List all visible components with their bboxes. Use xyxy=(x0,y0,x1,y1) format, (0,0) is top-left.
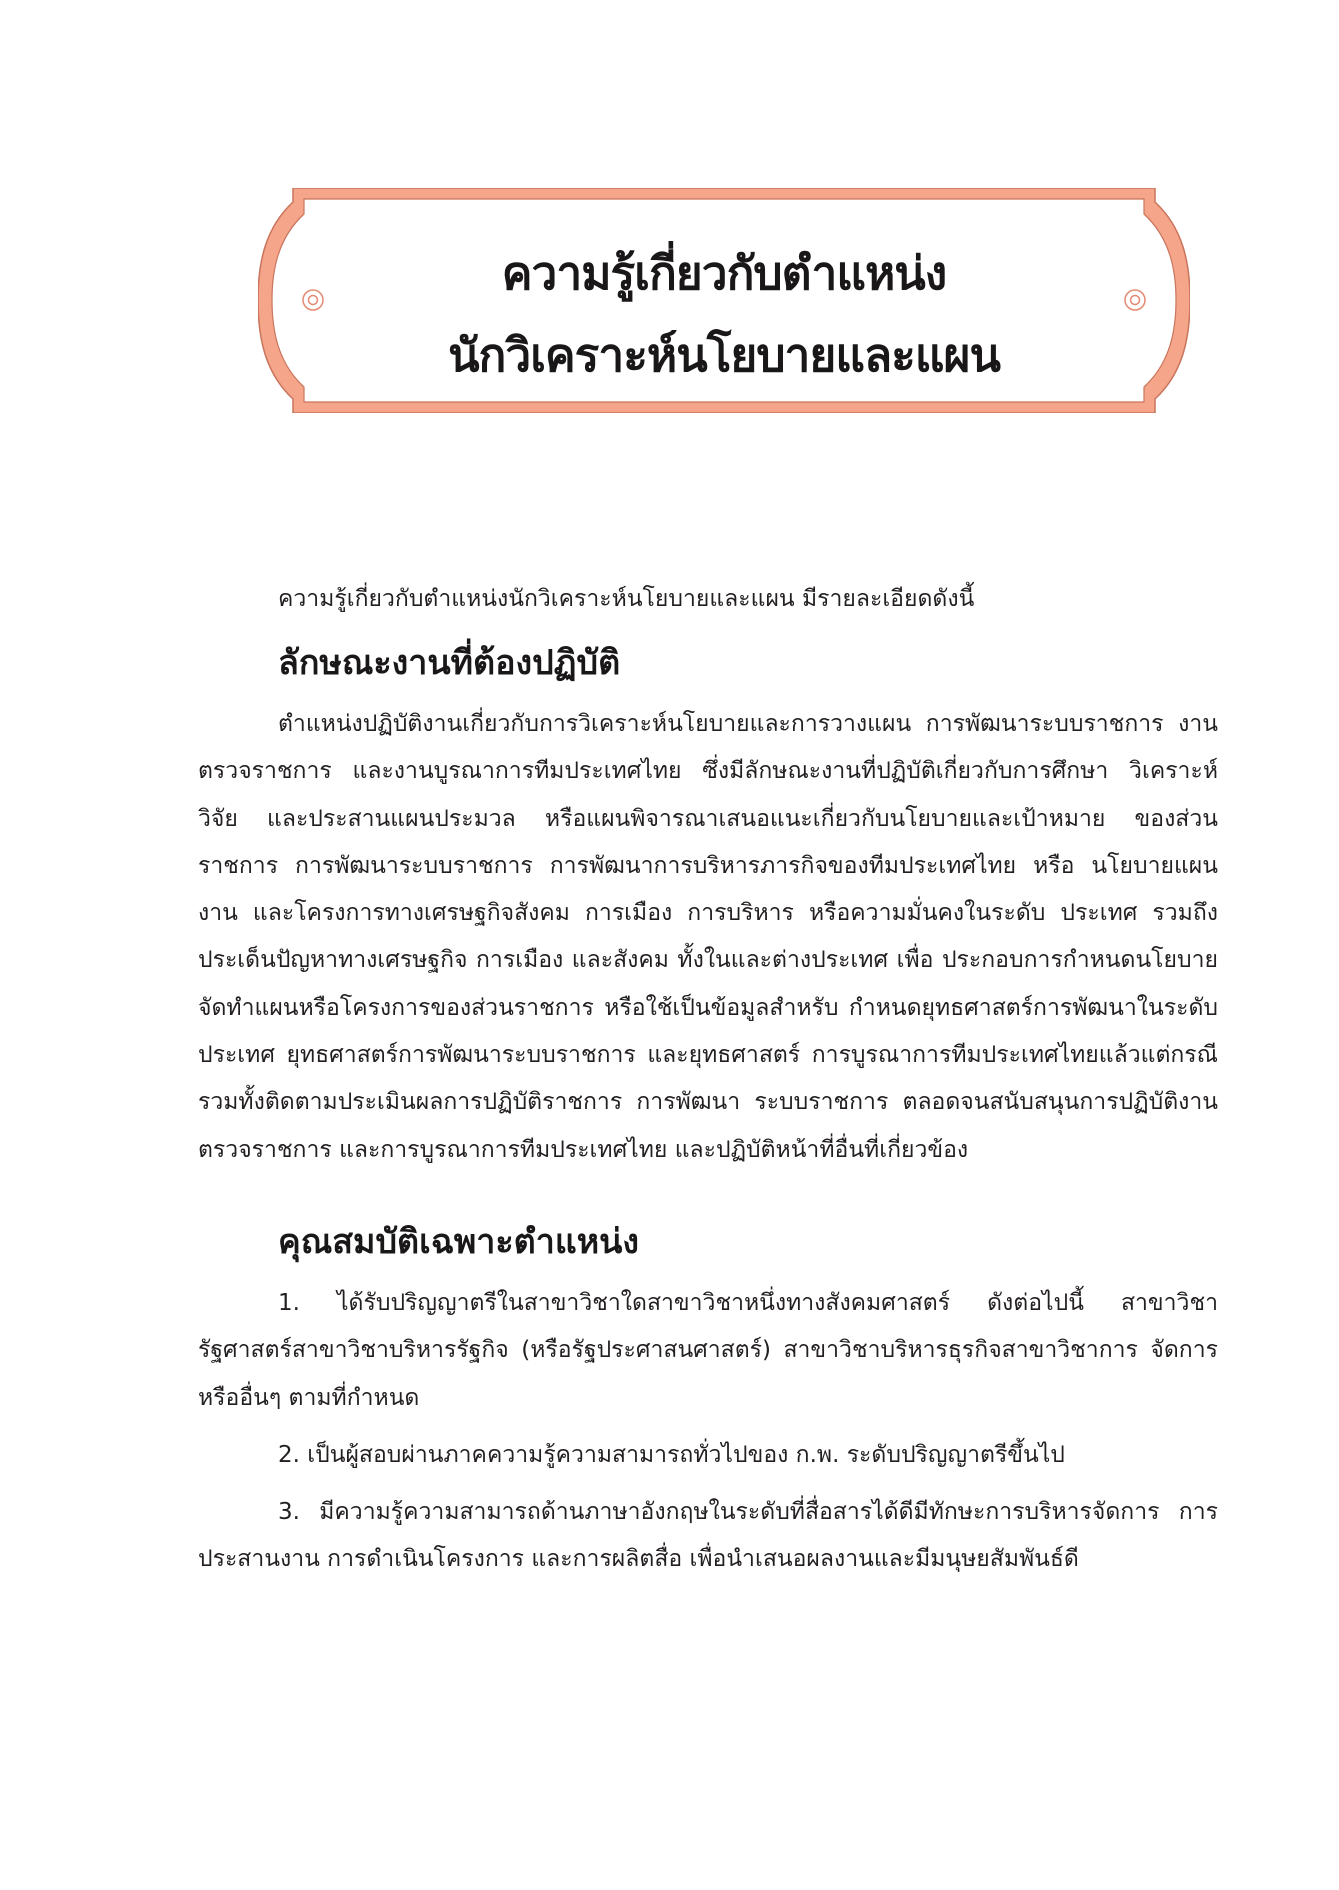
page-title-line-1: ความรู้เกี่ยวกับตำแหน่ง xyxy=(501,246,947,300)
section-heading-qualifications: คุณสมบัติเฉพาะตำแหน่ง xyxy=(278,1221,640,1262)
page-title xyxy=(258,232,1190,396)
section-heading-job-description: ลักษณะงานที่ต้องปฏิบัติ xyxy=(278,643,621,683)
title-banner xyxy=(258,188,1190,413)
qualification-item-3: 3. มีความรู้ความสามารถด้านภาษาอังกฤษในระดับที่สื่อสารได้ดีมีทักษะการบริหารจัดการ การประสานงาน การดำเนินโครงการ และการผลิตสื่อ เพื่อนำเสนอผลงานและมีมนุษยสัมพันธ์ดี xyxy=(198,1499,1218,1573)
document-body xyxy=(198,576,1218,1594)
job-description-paragraph: ตำแหน่งปฏิบัติงานเกี่ยวกับการวิเคราะห์นโยบายและการวางแผน การพัฒนาระบบราชการ งานตรวจราชการ และงานบูรณาการทีมประเทศไทย ซึ่งมีลักษณะงานที่ปฏิบัติเกี่ยวกับการศึกษา วิเคราะห์ วิจัย และประสานแผนประมวล หรือแผนพิจารณาเสนอแนะเกี่ยวกับนโยบายและเป้าหมาย ของส่วนราชการ การพัฒนาระบบราชการ การพัฒนาการบริหารภารกิจของทีมประเทศไทย หรือ นโยบายแผนงาน และโครงการทางเศรษฐกิจสังคม การเมือง การบริหาร หรือความมั่นคงในระดับ ประเทศ รวมถึงประเด็นปัญหาทางเศรษฐกิจ การเมือง และสังคม ทั้งในและต่างประเทศ เพื่อ ประกอบการกำหนดนโยบายจัดทำแผนหรือโครงการของส่วนราชการ หรือใช้เป็นข้อมูลสำหรับ กำหนดยุทธศาสตร์การพัฒนาในระดับประเทศ ยุทธศาสตร์การพัฒนาระบบราชการ และยุทธศาสตร์ การบูรณาการทีมประเทศไทยแล้วแต่กรณี รวมทั้งติดตามประเมินผลการปฏิบัติราชการ การพัฒนา ระบบราชการ ตลอดจนสนับสนุนการปฏิบัติงานตรวจราชการ และการบูรณาการทีมประเทศไทย และปฏิบัติหน้าที่อื่นที่เกี่ยวข้อง xyxy=(198,711,1218,1163)
qualification-item-1: 1. ได้รับปริญญาตรีในสาขาวิชาใดสาขาวิชาหนึ่งทางสังคมศาสตร์ ดังต่อไปนี้ สาขาวิชา รัฐศาสตร์สาขาวิชาบริหารรัฐกิจ (หรือรัฐประศาสนศาสตร์) สาขาวิชาบริหารธุรกิจสาขาวิชาการ จัดการหรืออื่นๆ ตามที่กำหนด xyxy=(198,1289,1218,1411)
page-title-line-2: นักวิเคราะห์นโยบายและแผน xyxy=(448,328,1000,382)
intro-text: ความรู้เกี่ยวกับตำแหน่งนักวิเคราะห์นโยบายและแผน มีรายละเอียดดังนี้ xyxy=(278,586,975,612)
qualification-item-2: 2. เป็นผู้สอบผ่านภาคความรู้ความสามารถทั่วไปของ ก.พ. ระดับปริญญาตรีขึ้นไป xyxy=(278,1441,1065,1468)
